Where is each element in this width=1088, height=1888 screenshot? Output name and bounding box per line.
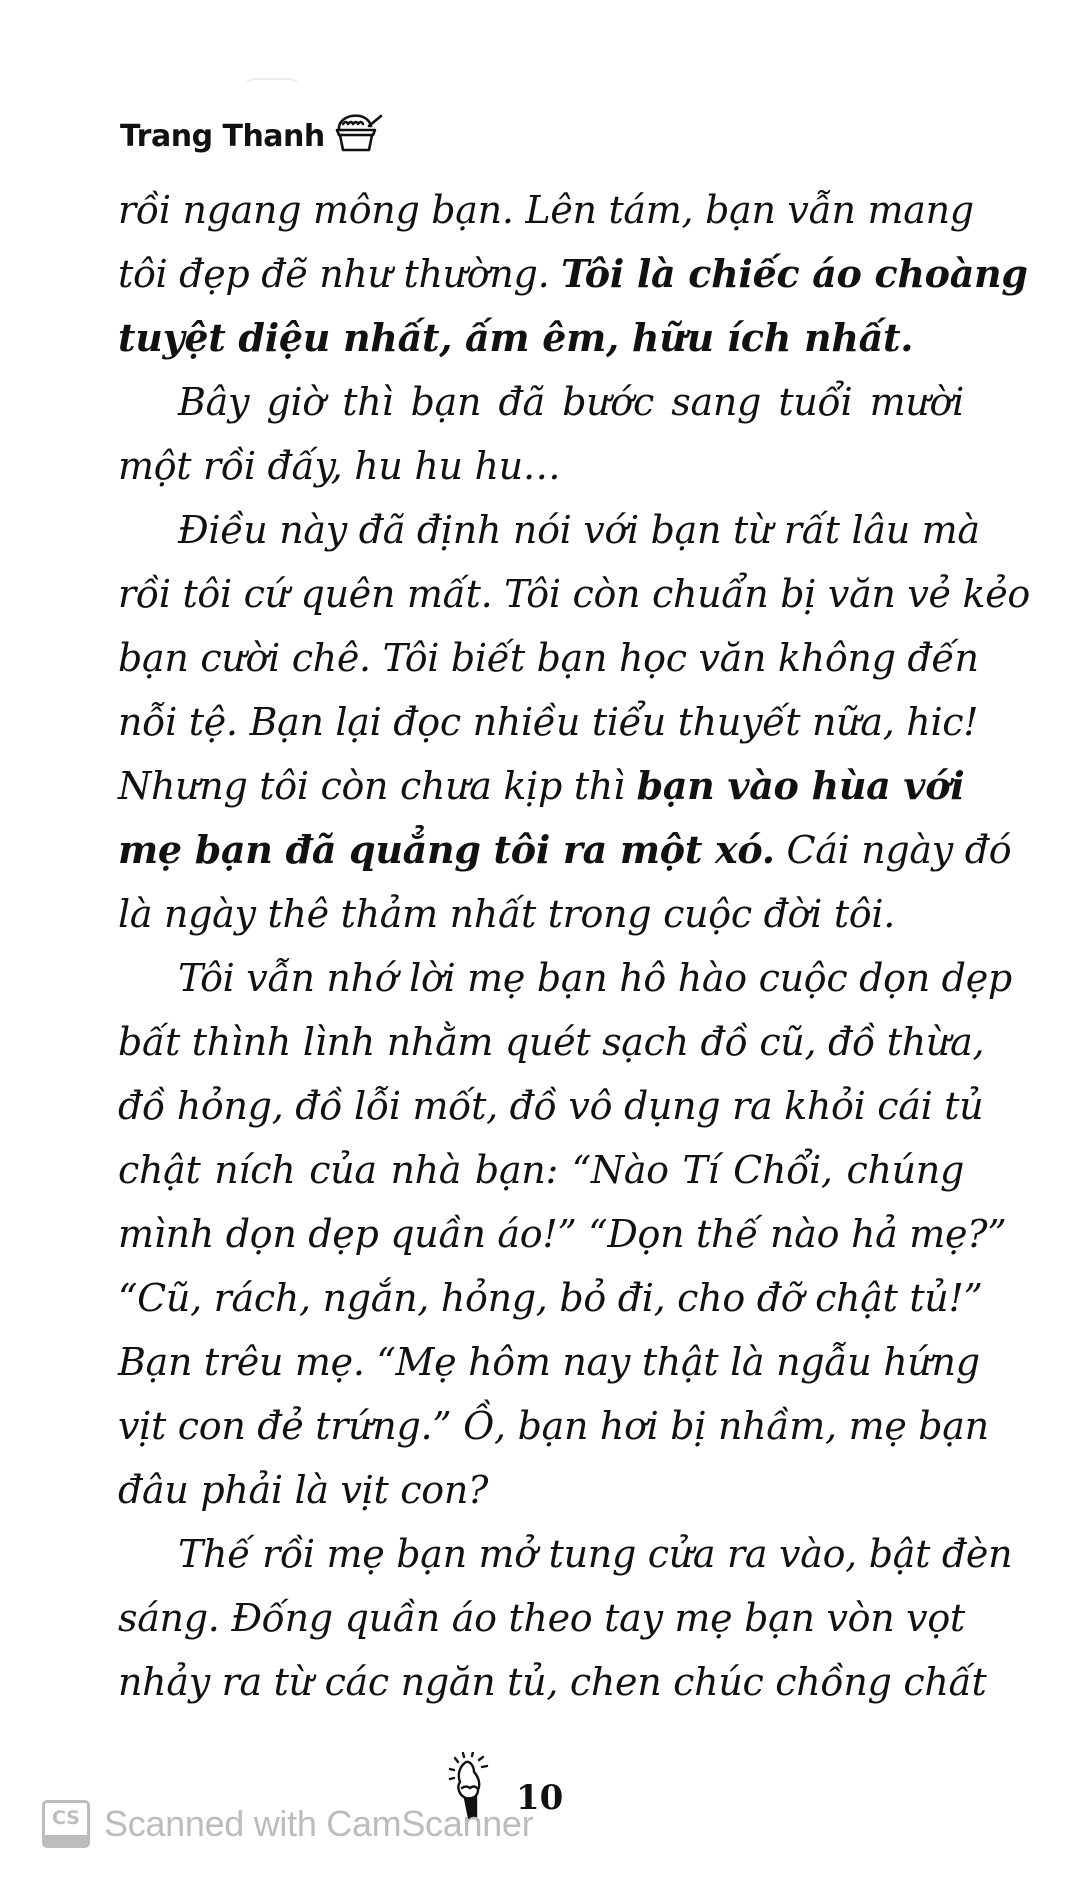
page-number: 10: [516, 1778, 564, 1818]
camscanner-logo-icon: CS: [42, 1800, 90, 1848]
camscanner-watermark: [42, 1800, 533, 1848]
watermark-text: Scanned with CamScanner: [104, 1803, 534, 1844]
text-segment: bạn cười chê. Tôi biết bạn học văn không đến: [118, 636, 979, 680]
text-segment: đâu phải là vịt con?: [118, 1468, 489, 1512]
text-line: [118, 690, 979, 754]
text-line: [118, 1586, 964, 1650]
text-line: [118, 242, 1028, 306]
text-line: [118, 1074, 984, 1138]
text-segment: “Cũ, rách, ngắn, hỏng, bỏ đi, cho đỡ chật tủ!”: [118, 1276, 983, 1320]
bold-text-segment: mẹ bạn đã quẳng tôi ra một xó.: [118, 827, 775, 872]
text-segment: bất thình lình nhằm quét sạch đồ cũ, đồ thừa,: [118, 1020, 985, 1064]
page-header: [120, 98, 387, 154]
text-line: [118, 306, 964, 370]
text-segment: mình dọn dẹp quần áo!” “Dọn thế nào hả mẹ?”: [118, 1212, 1007, 1256]
text-segment: sáng. Đống quần áo theo tay mẹ bạn vòn vọt: [118, 1596, 965, 1640]
text-line: [118, 562, 1030, 626]
text-segment: rồi tôi cứ quên mất. Tôi còn chuẩn bị văn vẻ kẻo: [118, 572, 1030, 616]
text-line: [118, 1330, 980, 1394]
text-segment: Cái ngày đó: [774, 828, 1012, 872]
text-segment: là ngày thê thảm nhất trong cuộc đời tôi.: [118, 892, 895, 936]
text-segment: tôi đẹp đẽ như thường.: [118, 252, 562, 296]
text-segment: Tôi vẫn nhớ lời mẹ bạn hô hào cuộc dọn dẹp: [178, 956, 1012, 1000]
text-line: [118, 1394, 989, 1458]
text-segment: vịt con đẻ trứng.” Ồ, bạn hơi bị nhầm, mẹ bạn: [118, 1404, 989, 1448]
text-segment: rồi ngang mông bạn. Lên tám, bạn vẫn mang: [118, 188, 974, 232]
text-line: [118, 626, 979, 690]
text-line: [118, 434, 964, 498]
text-line: [118, 1202, 1007, 1266]
bold-text-segment: bạn vào hùa với: [636, 763, 965, 808]
text-segment: Bây giờ thì bạn đã bước sang tuổi mười: [178, 380, 964, 424]
text-line: [118, 1266, 983, 1330]
text-segment: Bạn trêu mẹ. “Mẹ hôm nay thật là ngẫu hứng: [118, 1340, 980, 1384]
text-line: [118, 1458, 964, 1522]
text-segment: nỗi tệ. Bạn lại đọc nhiều tiểu thuyết nữa, hic!: [118, 700, 979, 744]
text-line: [118, 498, 980, 562]
text-line: [118, 370, 964, 434]
bleed-through-smudge: [242, 78, 302, 106]
text-line: [118, 882, 964, 946]
text-line: [118, 1650, 987, 1714]
text-line: [118, 178, 974, 242]
bold-text-segment: Tôi là chiếc áo choàng: [561, 251, 1028, 296]
bold-text-segment: tuyệt diệu nhất, ấm êm, hữu ích nhất.: [118, 315, 914, 360]
text-line: [118, 818, 1012, 882]
text-segment: Điều này đã định nói với bạn từ rất lâu mà: [178, 508, 980, 552]
text-line: [118, 1010, 985, 1074]
text-line: [118, 1522, 1013, 1586]
text-segment: đồ hỏng, đồ lỗi mốt, đồ vô dụng ra khỏi cái tủ: [118, 1084, 984, 1128]
body-text: [118, 178, 1030, 1714]
author-name: Trang Thanh: [120, 119, 325, 154]
text-segment: nhảy ra từ các ngăn tủ, chen chúc chồng chất: [118, 1660, 987, 1704]
text-segment: Nhưng tôi còn chưa kịp thì: [118, 764, 637, 808]
text-segment: một rồi đấy, hu hu hu…: [118, 444, 561, 488]
text-line: [118, 754, 964, 818]
text-line: [118, 946, 1012, 1010]
text-segment: chật ních của nhà bạn: “Nào Tí Chổi, chúng: [118, 1148, 964, 1192]
ice-cream-bowl-icon: [333, 104, 387, 154]
text-segment: Thế rồi mẹ bạn mở tung cửa ra vào, bật đèn: [178, 1532, 1013, 1576]
text-line: [118, 1138, 964, 1202]
